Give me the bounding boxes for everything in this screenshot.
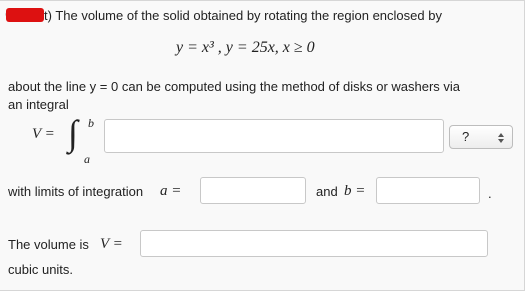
integral-v-label: V =: [32, 126, 55, 142]
equation-line: y = x³ , y = 25x, x ≥ 0: [176, 39, 315, 56]
limit-a-label: a =: [160, 183, 182, 199]
limits-and: and: [316, 184, 338, 199]
integral-upper-limit: b: [88, 116, 94, 130]
limits-prefix: with limits of integration: [8, 184, 144, 199]
limit-b-label: b =: [344, 183, 366, 199]
volume-v-label: V =: [100, 236, 123, 252]
limit-a-input[interactable]: [200, 177, 306, 204]
volume-units: cubic units.: [8, 262, 74, 277]
help-select-value: ?: [462, 129, 470, 144]
question-lead: t) The volume of the solid obtained by rotating the region enclosed by: [44, 8, 442, 23]
integral-lower-limit: a: [84, 152, 90, 166]
method-text: about the line y = 0 can be computed using the method of disks or washers via: [8, 79, 461, 94]
integral-text: an integral: [8, 97, 69, 112]
volume-input[interactable]: [140, 230, 488, 257]
integrand-input[interactable]: [104, 119, 444, 153]
point-badge: [6, 8, 44, 22]
limits-period: .: [488, 186, 492, 201]
limit-b-input[interactable]: [376, 177, 480, 204]
volume-label: The volume is: [8, 237, 89, 252]
help-select[interactable]: [449, 125, 513, 149]
updown-arrows-icon: [498, 132, 504, 144]
integral-symbol: ∫: [68, 113, 78, 153]
